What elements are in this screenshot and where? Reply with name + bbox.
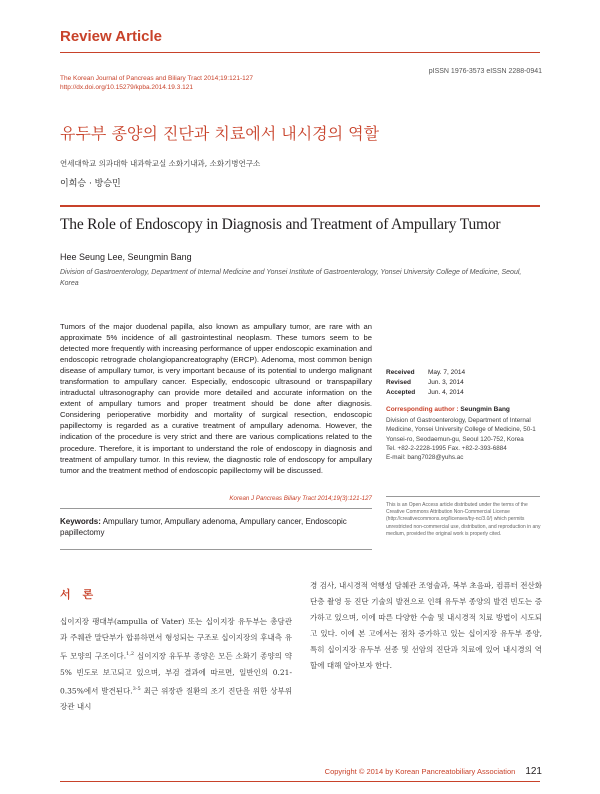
journal-line: The Korean Journal of Pancreas and Biliary Tract 2014;19:121-127 [60, 75, 253, 82]
received-label: Received [386, 369, 415, 376]
korean-affiliation: 연세대학교 의과대학 내과학교실 소화기내과, 소화기병연구소 [60, 159, 261, 168]
page-number: 121 [525, 766, 542, 777]
reference: 1,2 [126, 651, 135, 657]
english-title: The Role of Endoscopy in Diagnosis and Treatment of Ampullary Tumor [60, 216, 501, 233]
keywords-text: Ampullary tumor, Ampullary adenoma, Ampullary cancer, Endoscopic papillectomy [60, 517, 347, 537]
keywords-label: Keywords: [60, 517, 101, 526]
english-affiliation: Division of Gastroenterology, Department of Internal Medicine and Yonsei Institute of Gastroenterology, Yonsei University College of Medicine, Seoul, Korea [60, 269, 522, 287]
received-date: May. 7, 2014 [428, 369, 466, 376]
keywords-rule [60, 549, 372, 550]
header-rule [60, 52, 540, 53]
corresponding-label: Corresponding author : [386, 406, 459, 413]
revised-date: Jun. 3, 2014 [428, 379, 464, 386]
dates-block [386, 368, 465, 398]
title-rule [60, 205, 540, 207]
abstract-rule [60, 508, 372, 509]
article-type: Review Article [60, 28, 162, 45]
corresponding-info [386, 416, 542, 462]
abstract-text: Tumors of the major duodenal papilla, also known as ampullary tumor, are rare with an approximate 5% incidence of all gastrointestinal neoplasm. These tumors seem to be detected more frequently with increasing performance of upper endoscopic examination and endoscopic retrograde cholangiopancreatography (ERCP). Adenoma, most common benign disease of ampullary tumor, is very important because of its potential to undergo malignant transformation to ampullary cancer. Especially, endoscopic ultrasound or transpapillary intraductal ultrasonography can provide more detailed and accurate information on the extent of ampullary tumors and proper treatment should be done after diagnosis. Considering perioperative morbidity and mortality of surgical resection, endoscopic papillectomy is regarded as a curative treatment of ampullary adenoma. However, the indication of the procedure is very strict and there are various complications related to the procedure. Therefore, it is important to understand the role of endoscopy in diagnosis and treatment of ampullary tumor. In this review, the diagnostic role of endoscopy for ampullary tumor and the treatment method of endoscopic papillectomy will be discussed. [60, 322, 372, 475]
copyright: Copyright © 2014 by Korean Pancreatobiliary Association [324, 767, 516, 776]
corresponding-email[interactable]: E-mail: bang7028@yuhs.ac [386, 454, 464, 462]
english-authors: Hee Seung Lee, Seungmin Bang [60, 252, 192, 262]
corresponding-name: Seungmin Bang [460, 406, 510, 413]
korean-authors: 이희승 · 방승민 [60, 179, 121, 189]
corresponding-address: Division of Gastroenterology, Department of Internal Medicine, Yonsei University College of Medicine, 50-1 Yonsei-ro, Seodaemun-gu, Seoul 120-752, Korea [386, 417, 536, 443]
footer-rule [60, 781, 540, 782]
keywords [60, 516, 372, 538]
footer [325, 761, 542, 779]
issn: pISSN 1976-3573 eISSN 2288-0941 [428, 68, 542, 75]
revised-label: Revised [386, 379, 411, 386]
body-left-column: 십이지장 팽대부(ampulla of Vater) 또는 십이지장 유두부는 총담관과 주췌관 말단부가 합류하면서 형성되는 구조로 십이지장의 후내측 유두 모양의 구조이다.$^{1,2}$ 십이지장 유두부 종양은 모든 소화기 종양의 약 5% 빈도로 보고되고 있으며, 부검 결과에 따르면, 일반인의 0.21-0.35%에서 발견된다.$^{3-5}$ 최근 위장관 질환의 조기 진단을 위한 상부위장관 내시 [60, 617, 292, 711]
corresponding-heading [386, 406, 510, 413]
korean-title: 유두부 종양의 진단과 치료에서 내시경의 역할 [60, 124, 380, 143]
corresponding-rule [386, 496, 540, 497]
reference: 3-5 [132, 685, 141, 692]
corresponding-phone: Tel. +82-2-2228-1995 Fax. +82-2-393-6884 [386, 444, 507, 452]
citation: Korean J Pancreas Biliary Tract 2014;19(3):121-127 [229, 495, 372, 502]
accepted-date: Jun. 4, 2014 [428, 389, 464, 396]
section-heading: 서 론 [60, 588, 98, 601]
doi-link[interactable]: http://dx.doi.org/10.15279/kpba.2014.19.3.121 [60, 84, 193, 91]
accepted-label: Accepted [386, 389, 416, 396]
body-right-column: 경 검사, 내시경적 역행성 담췌관 조영술과, 복부 초음파, 컴퓨터 전산화 단층 촬영 등 진단 기술의 발전으로 인해 유두부 종양의 발견 빈도는 증가하고 있으며, 이에 따른 다양한 수술 및 내시경적 치료 방법이 시도되고 있다. 이에 본 고에서는 점차 증가하고 있는 십이지장 유두부 종양, 특히 십이지장 유두부 선종 및 선암의 진단과 치료에 있어 내시경의 역할에 대해 알아보자 한다. [310, 581, 542, 670]
license-text: This is an Open Access article distributed under the terms of the Creative Commons Attribution Non-Commercial License (http://creativecommons.org/licenses/by-nc/3.0/) which permits unrestricted non-commercial use, distribution, and reproduction in any medium, provided the original work is properly cited. [386, 502, 541, 537]
